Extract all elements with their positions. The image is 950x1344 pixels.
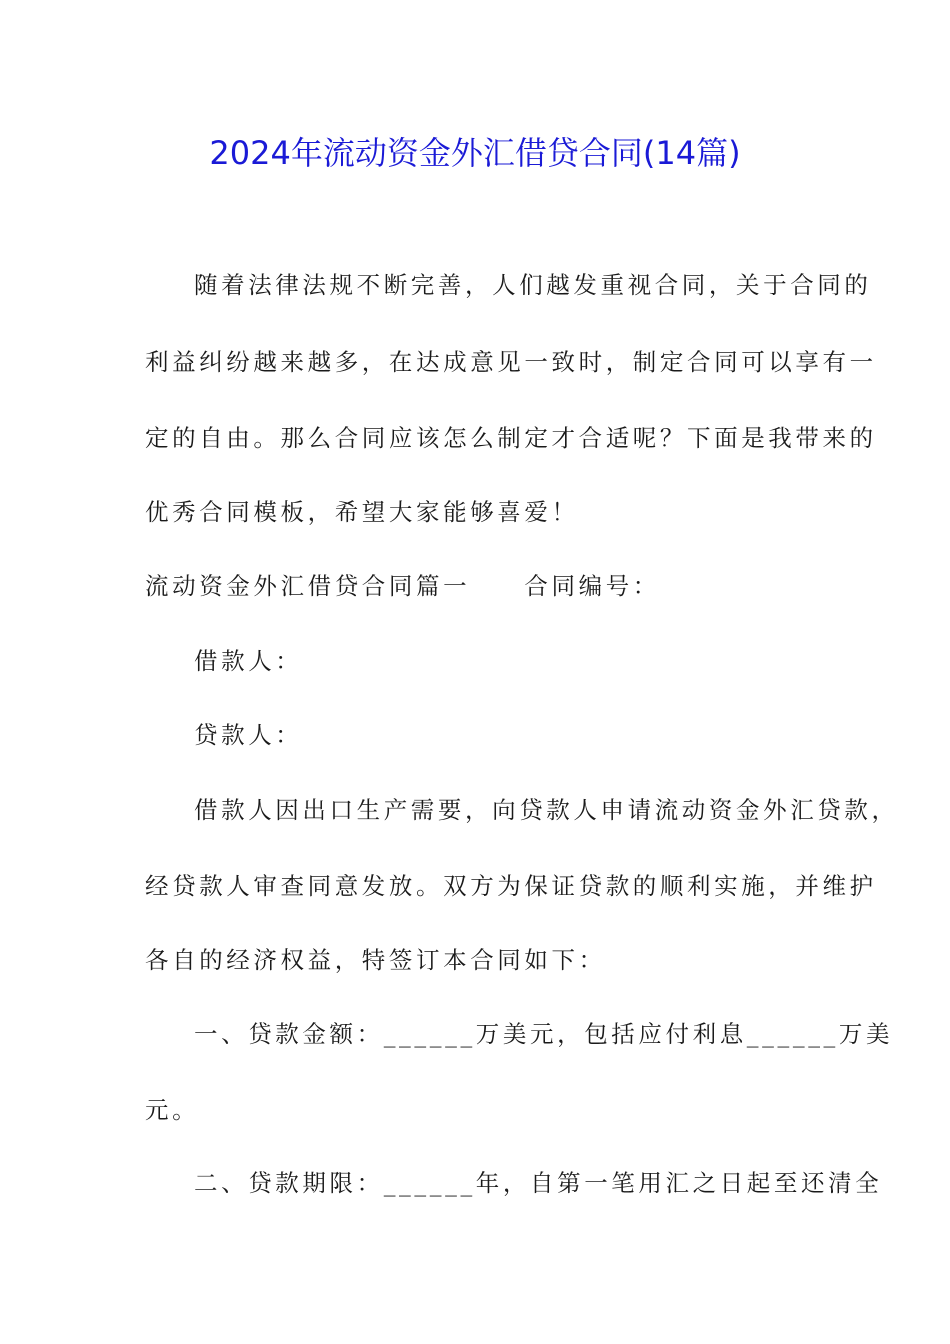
lender-line: 贷款人：: [194, 721, 303, 749]
intro-line-2: 利益纠纷越来越多，在达成意见一致时，制定合同可以享有一: [145, 348, 877, 376]
clause-1-line-2: 元。: [145, 1096, 200, 1124]
section-heading: 流动资金外汇借贷合同篇一 合同编号：: [145, 572, 660, 600]
intro-line-3: 定的自由。那么合同应该怎么制定才合适呢？下面是我带来的: [145, 424, 877, 452]
borrower-line: 借款人：: [194, 647, 303, 675]
clause-1-line-1: 一、贷款金额：______万美元，包括应付利息______万美: [194, 1020, 894, 1048]
clause-2-line-1: 二、贷款期限：______年，自第一笔用汇之日起至还清全: [194, 1169, 883, 1197]
body-line-1: 借款人因出口生产需要，向贷款人申请流动资金外汇贷款，: [194, 796, 899, 824]
body-line-3: 各自的经济权益，特签订本合同如下：: [145, 946, 606, 974]
document-title: 2024年流动资金外汇借贷合同(14篇): [209, 134, 741, 172]
intro-line-1: 随着法律法规不断完善，人们越发重视合同，关于合同的: [194, 271, 872, 299]
intro-line-4: 优秀合同模板，希望大家能够喜爱！: [145, 498, 579, 526]
body-line-2: 经贷款人审查同意发放。双方为保证贷款的顺利实施，并维护: [145, 872, 877, 900]
